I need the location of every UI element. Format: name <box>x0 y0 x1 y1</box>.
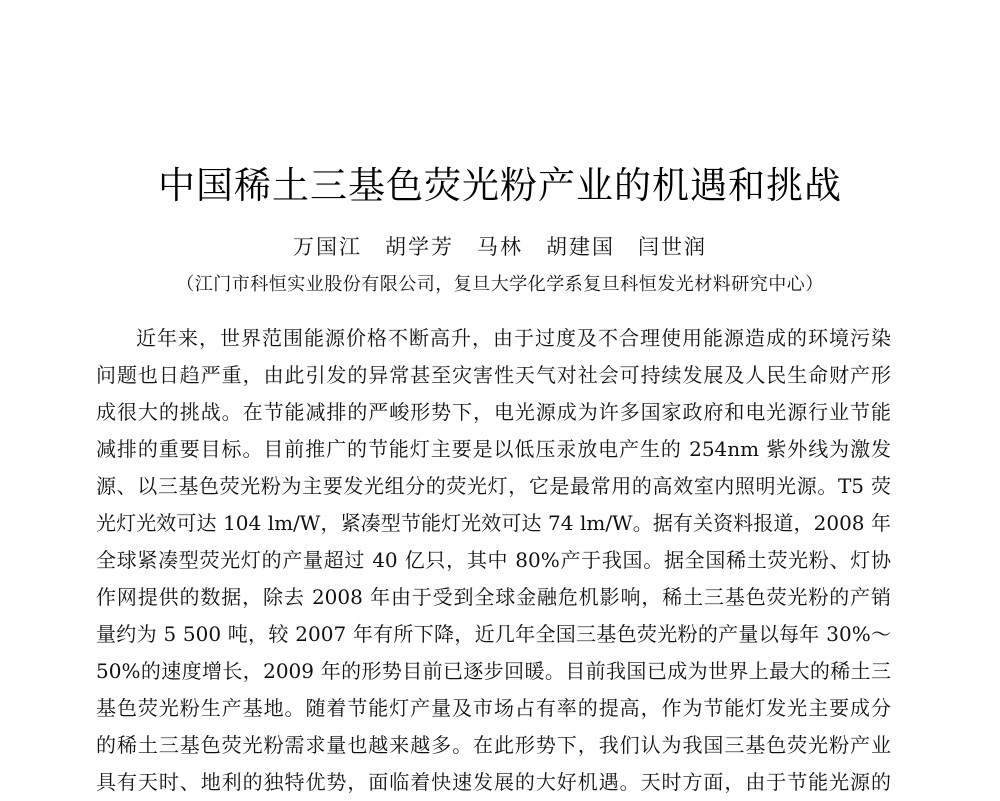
body-line: 50%的速度增长，2009 年的形势目前已逐步回暖。目前我国已成为世界上最大的稀土三 <box>96 659 891 683</box>
body-line: 基色荧光粉生产基地。随着节能灯产量及市场占有率的提高，作为节能灯发光主要成分 <box>96 696 891 720</box>
affiliation-line: （江门市科恒实业股份有限公司，复旦大学化学系复旦科恒发光材料研究中心） <box>176 274 824 295</box>
body-line: 光灯光效可达 104 lm/W，紧凑型节能灯光效可达 74 lm/W。据有关资料报道，2008 年 <box>96 511 891 535</box>
body-line: 源、以三基色荧光粉为主要发光组分的荧光灯，它是最常用的高效室内照明光源。T5 荧 <box>96 474 891 498</box>
body-line: 近年来，世界范围能源价格不断高升，由于过度及不合理使用能源造成的环境污染 <box>136 326 891 350</box>
body-line: 问题也日趋严重，由此引发的异常甚至灾害性天气对社会可持续发展及人民生命财产形 <box>96 363 891 387</box>
paper-title: 中国稀土三基色荧光粉产业的机遇和挑战 <box>158 164 842 207</box>
body-line: 的稀土三基色荧光粉需求量也越来越多。在此形势下，我们认为我国三基色荧光粉产业 <box>96 733 891 757</box>
author-list: 万国江 胡学芳 马林 胡建国 闫世润 <box>293 235 707 259</box>
body-line: 成很大的挑战。在节能减排的严峻形势下，电光源成为许多国家政府和电光源行业节能 <box>96 400 891 424</box>
body-line: 具有天时、地利的独特优势，面临着快速发展的大好机遇。天时方面，由于节能光源的 <box>96 770 891 794</box>
body-line: 作网提供的数据，除去 2008 年由于受到全球金融危机影响，稀土三基色荧光粉的产销 <box>96 585 891 609</box>
body-line: 量约为 5 500 吨，较 2007 年有所下降，近几年全国三基色荧光粉的产量以每年 30%～ <box>96 622 891 646</box>
body-paragraph <box>96 320 891 801</box>
body-line: 减排的重要目标。目前推广的节能灯主要是以低压汞放电产生的 254nm 紫外线为激发 <box>96 437 891 461</box>
body-line: 全球紧凑型荧光灯的产量超过 40 亿只，其中 80%产于我国。据全国稀土荧光粉、灯协 <box>96 548 891 572</box>
